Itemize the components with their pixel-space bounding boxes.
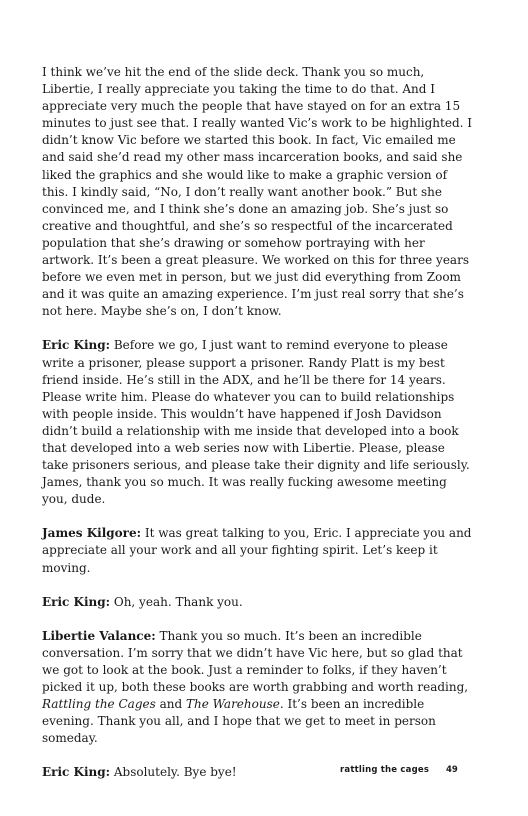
- paragraph: [42, 337, 474, 508]
- paragraph-text: Absolutely. Bye bye!: [110, 765, 237, 780]
- paragraph-text: Thank you so much. It’s been an incredible conversation. I’m sorry that we didn’t have Vic here, but so glad that we got to look at the book. Just a reminder to folks, if they haven’t picked it up, both these books are worth grabbing and worth reading,: [42, 628, 469, 694]
- speaker-name: Eric King:: [42, 594, 111, 609]
- speaker-name: James Kilgore:: [42, 526, 142, 541]
- paragraph-text: and: [155, 697, 186, 712]
- paragraph-text: I think we’ve hit the end of the slide deck. Thank you so much, Libertie, I really appreciate you taking the time to do that. And I appreciate very much the people that have stayed on for an extra 15 minutes to just see that. I really wanted Vic’s work to be highlighted. I didn’t know Vic before we started this book. In fact, Vic emailed me and said she’d read my other mass incarceration books, and said she liked the graphics and she would like to make a graphic version of this. I kindly said, “No, I don’t really want another book.” But she convinced me, and I think she’s done an amazing job. She’s just so creative and thoughtful, and she’s so respectful of the incarcerated population that she’s drawing or somehow portraying with her artwork. It’s been a great pleasure. We worked on this for three years before we even met in person, but we just did everything from Zoom and it was quite an amazing experience. I’m just real sorry that she’s not here. Maybe she’s on, I don’t know.: [42, 65, 473, 319]
- paragraph-text: Oh, yeah. Thank you.: [110, 594, 243, 609]
- page-body: [42, 64, 474, 798]
- paragraph: [42, 525, 474, 576]
- paragraph: [42, 628, 474, 748]
- paragraph-text: It was great talking to you, Eric. I appreciate you and appreciate all your work and all your fighting spirit. Let’s keep it moving.: [42, 526, 472, 575]
- paragraph-text: Before we go, I just want to remind everyone to please write a prisoner, please support a prisoner. Randy Platt is my best friend inside. He’s still in the ADX, and he’ll be there for 14 years. Please write him. Please do whatever you can to build relationships with people inside. This wouldn’t have happened if Josh Davidson didn’t build a relationship with me inside that developed into a book that developed into a web series now with Libertie. Please, please take prisoners serious, and please take their dignity and life seriously. James, thank you so much. It was really fucking awesome meeting you, dude.: [42, 338, 470, 507]
- speaker-name: Eric King:: [42, 338, 111, 353]
- paragraph-text: . It’s been an incredible evening. Thank you all, and I hope that we get to meet in person someday.: [42, 697, 436, 746]
- paragraph: [42, 594, 474, 611]
- speaker-name: Libertie Valance:: [42, 628, 156, 643]
- book-title-italic: The Warehouse: [185, 697, 280, 712]
- book-title-italic: Rattling the Cages: [42, 697, 156, 712]
- page-number: 49: [446, 765, 458, 775]
- running-footer-title: rattling the cages: [340, 765, 430, 775]
- paragraph: [42, 64, 474, 320]
- speaker-name: Eric King:: [42, 765, 111, 780]
